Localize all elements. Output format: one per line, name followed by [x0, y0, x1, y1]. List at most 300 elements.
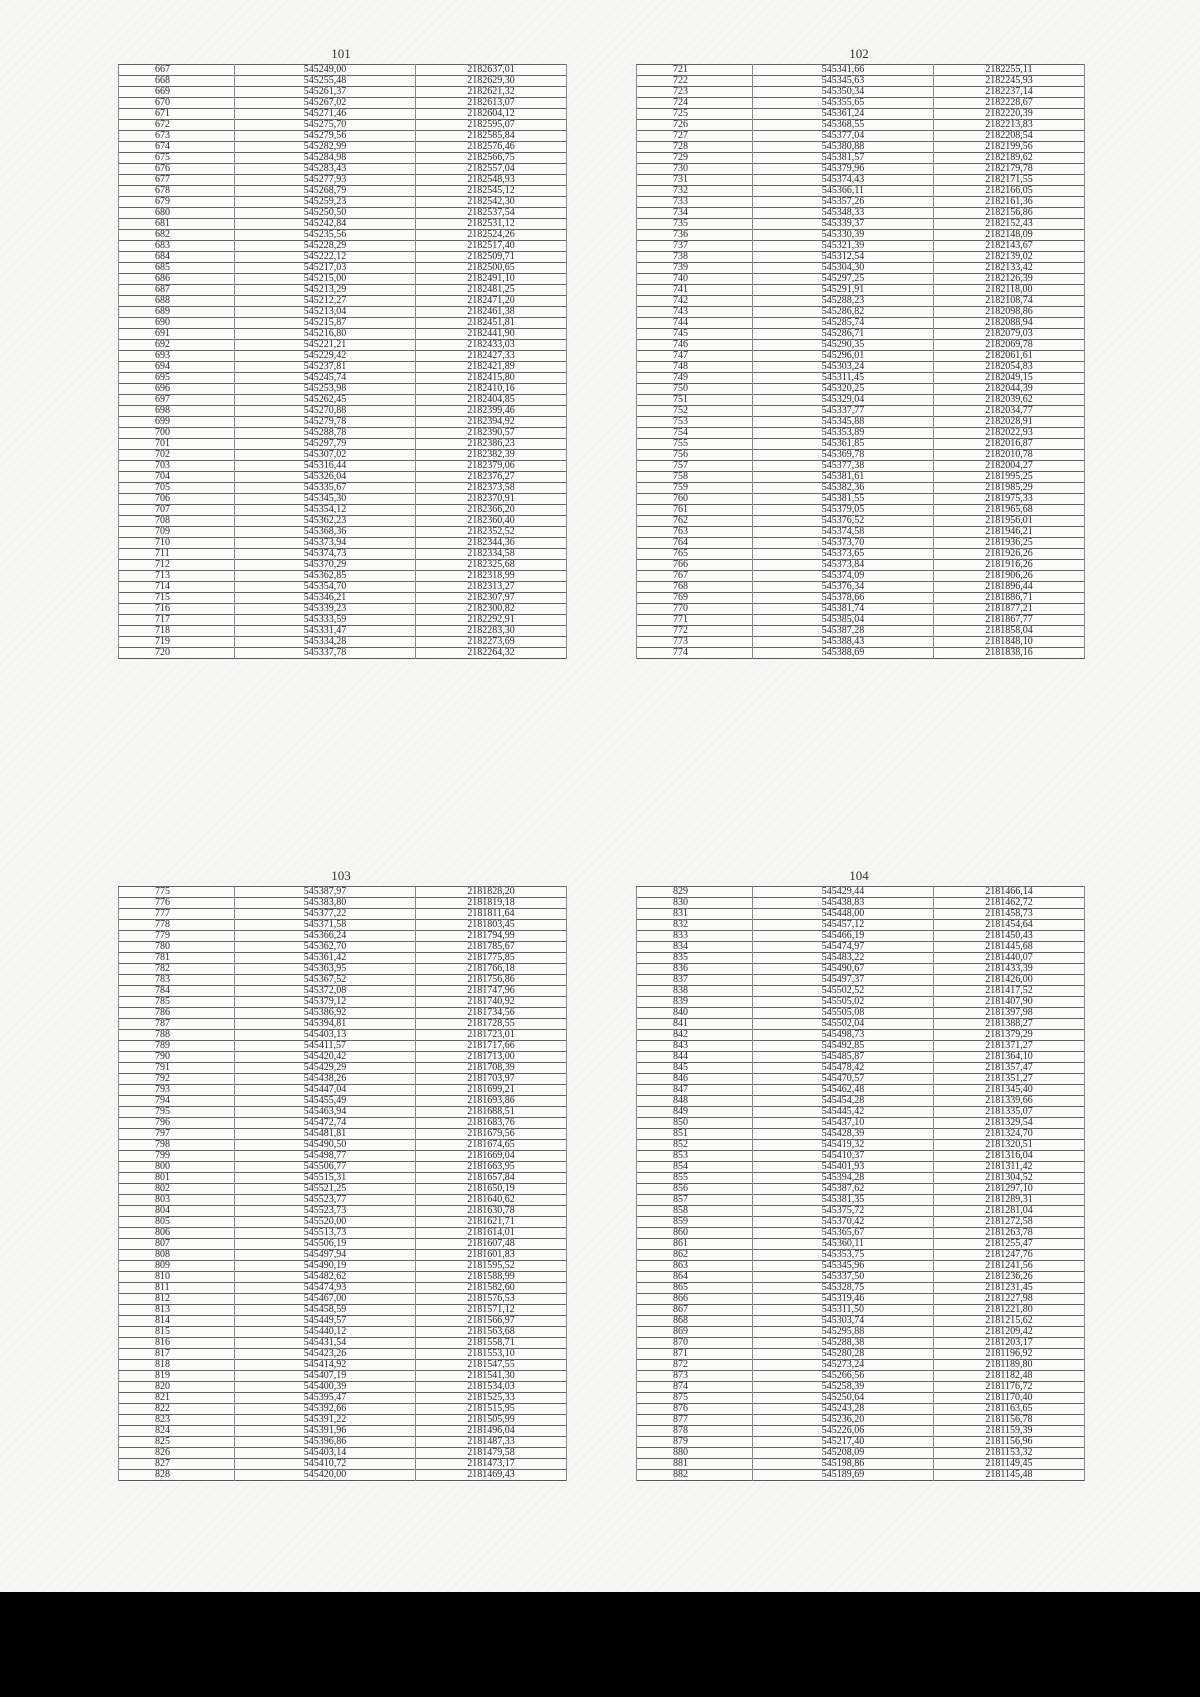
point-number-cell: 770	[637, 604, 753, 615]
scan-bottom-border	[0, 1592, 1200, 1697]
point-number-cell: 789	[119, 1041, 235, 1052]
point-number-cell: 677	[119, 175, 235, 186]
x-coordinate-cell: 545470,57	[753, 1074, 934, 1085]
y-coordinate-cell: 2181663,95	[416, 1162, 567, 1173]
point-number-cell: 680	[119, 208, 235, 219]
table-row	[637, 582, 1085, 593]
y-coordinate-cell: 2182386,23	[416, 439, 567, 450]
x-coordinate-cell: 545370,42	[753, 1217, 934, 1228]
table-row	[119, 1228, 567, 1239]
x-coordinate-cell: 545341,66	[753, 65, 934, 76]
y-coordinate-cell: 2181515,95	[416, 1404, 567, 1415]
table-row	[119, 197, 567, 208]
y-coordinate-cell: 2182108,74	[934, 296, 1085, 307]
y-coordinate-cell: 2182576,46	[416, 142, 567, 153]
y-coordinate-cell: 2181241,56	[934, 1261, 1085, 1272]
table-row	[119, 648, 567, 659]
x-coordinate-cell: 545213,29	[235, 285, 416, 296]
point-number-cell: 871	[637, 1349, 753, 1360]
y-coordinate-cell: 2181906,26	[934, 571, 1085, 582]
y-coordinate-cell: 2182318,99	[416, 571, 567, 582]
x-coordinate-cell: 545361,24	[753, 109, 934, 120]
x-coordinate-cell: 545375,72	[753, 1206, 934, 1217]
point-number-cell: 810	[119, 1272, 235, 1283]
y-coordinate-cell: 2182049,15	[934, 373, 1085, 384]
table-row	[637, 109, 1085, 120]
y-coordinate-cell: 2181693,86	[416, 1096, 567, 1107]
table-row	[119, 472, 567, 483]
point-number-cell: 873	[637, 1371, 753, 1382]
y-coordinate-cell: 2182542,30	[416, 197, 567, 208]
table-row	[119, 296, 567, 307]
y-coordinate-cell: 2181196,92	[934, 1349, 1085, 1360]
x-coordinate-cell: 545329,04	[753, 395, 934, 406]
y-coordinate-cell: 2182034,77	[934, 406, 1085, 417]
point-number-cell: 794	[119, 1096, 235, 1107]
x-coordinate-cell: 545321,39	[753, 241, 934, 252]
point-number-cell: 717	[119, 615, 235, 626]
x-coordinate-cell: 545490,67	[753, 964, 934, 975]
table-row	[119, 120, 567, 131]
point-number-cell: 791	[119, 1063, 235, 1074]
x-coordinate-cell: 545333,59	[235, 615, 416, 626]
x-coordinate-cell: 545348,33	[753, 208, 934, 219]
y-coordinate-cell: 2181469,43	[416, 1470, 567, 1481]
table-row	[119, 1085, 567, 1096]
point-number-cell: 715	[119, 593, 235, 604]
y-coordinate-cell: 2182126,39	[934, 274, 1085, 285]
table-row	[119, 1041, 567, 1052]
x-coordinate-cell: 545455,49	[235, 1096, 416, 1107]
point-number-cell: 807	[119, 1239, 235, 1250]
point-number-cell: 805	[119, 1217, 235, 1228]
x-coordinate-cell: 545284,98	[235, 153, 416, 164]
point-number-cell: 847	[637, 1085, 753, 1096]
y-coordinate-cell: 2182307,97	[416, 593, 567, 604]
x-coordinate-cell: 545286,71	[753, 329, 934, 340]
point-number-cell: 827	[119, 1459, 235, 1470]
point-number-cell: 704	[119, 472, 235, 483]
x-coordinate-cell: 545377,04	[753, 131, 934, 142]
table-row	[637, 1228, 1085, 1239]
table-row	[637, 1371, 1085, 1382]
table-row	[119, 1030, 567, 1041]
table-row	[119, 340, 567, 351]
table-row	[637, 604, 1085, 615]
point-number-cell: 858	[637, 1206, 753, 1217]
coordinate-table	[118, 886, 567, 1481]
x-coordinate-cell: 545387,97	[235, 887, 416, 898]
table-row	[637, 1206, 1085, 1217]
x-coordinate-cell: 545472,74	[235, 1118, 416, 1129]
y-coordinate-cell: 2181289,31	[934, 1195, 1085, 1206]
x-coordinate-cell: 545296,01	[753, 351, 934, 362]
x-coordinate-cell: 545189,69	[753, 1470, 934, 1481]
point-number-cell: 667	[119, 65, 235, 76]
x-coordinate-cell: 545339,37	[753, 219, 934, 230]
point-number-cell: 742	[637, 296, 753, 307]
y-coordinate-cell: 2182545,12	[416, 186, 567, 197]
x-coordinate-cell: 545282,99	[235, 142, 416, 153]
x-coordinate-cell: 545377,38	[753, 461, 934, 472]
point-number-cell: 681	[119, 219, 235, 230]
table-row	[119, 1008, 567, 1019]
point-number-cell: 759	[637, 483, 753, 494]
point-number-cell: 684	[119, 252, 235, 263]
table-row	[119, 604, 567, 615]
y-coordinate-cell: 2182566,75	[416, 153, 567, 164]
x-coordinate-cell: 545387,62	[753, 1184, 934, 1195]
coordinate-table	[636, 886, 1085, 1481]
x-coordinate-cell: 545394,81	[235, 1019, 416, 1030]
y-coordinate-cell: 2182613,07	[416, 98, 567, 109]
x-coordinate-cell: 545401,93	[753, 1162, 934, 1173]
coordinate-table	[118, 64, 567, 659]
table-row	[637, 241, 1085, 252]
y-coordinate-cell: 2181445,68	[934, 942, 1085, 953]
point-number-cell: 756	[637, 450, 753, 461]
y-coordinate-cell: 2181433,39	[934, 964, 1085, 975]
y-coordinate-cell: 2181886,71	[934, 593, 1085, 604]
y-coordinate-cell: 2181227,98	[934, 1294, 1085, 1305]
table-row	[637, 373, 1085, 384]
x-coordinate-cell: 545345,88	[753, 417, 934, 428]
y-coordinate-cell: 2182557,04	[416, 164, 567, 175]
y-coordinate-cell: 2182255,11	[934, 65, 1085, 76]
x-coordinate-cell: 545222,12	[235, 252, 416, 263]
y-coordinate-cell: 2182370,91	[416, 494, 567, 505]
point-number-cell: 853	[637, 1151, 753, 1162]
point-number-cell: 855	[637, 1173, 753, 1184]
point-number-cell: 738	[637, 252, 753, 263]
y-coordinate-cell: 2181621,71	[416, 1217, 567, 1228]
x-coordinate-cell: 545394,28	[753, 1173, 934, 1184]
point-number-cell: 696	[119, 384, 235, 395]
point-number-cell: 797	[119, 1129, 235, 1140]
point-number-cell: 833	[637, 931, 753, 942]
point-number-cell: 716	[119, 604, 235, 615]
table-row	[119, 538, 567, 549]
table-row	[119, 1371, 567, 1382]
table-row	[637, 975, 1085, 986]
point-number-cell: 879	[637, 1437, 753, 1448]
table-row	[637, 483, 1085, 494]
table-row	[119, 384, 567, 395]
table-row	[119, 1173, 567, 1184]
table-row	[637, 285, 1085, 296]
table-row	[637, 909, 1085, 920]
y-coordinate-cell: 2181156,96	[934, 1437, 1085, 1448]
point-number-cell: 841	[637, 1019, 753, 1030]
point-number-cell: 744	[637, 318, 753, 329]
point-number-cell: 735	[637, 219, 753, 230]
y-coordinate-cell: 2181985,29	[934, 483, 1085, 494]
table-row	[119, 942, 567, 953]
point-number-cell: 790	[119, 1052, 235, 1063]
x-coordinate-cell: 545337,77	[753, 406, 934, 417]
x-coordinate-cell: 545374,73	[235, 549, 416, 560]
y-coordinate-cell: 2181379,29	[934, 1030, 1085, 1041]
y-coordinate-cell: 2181828,20	[416, 887, 567, 898]
point-number-cell: 692	[119, 340, 235, 351]
point-number-cell: 695	[119, 373, 235, 384]
y-coordinate-cell: 2181657,84	[416, 1173, 567, 1184]
sheet-104	[636, 866, 1082, 1481]
table-row	[637, 1448, 1085, 1459]
y-coordinate-cell: 2182421,89	[416, 362, 567, 373]
y-coordinate-cell: 2181153,32	[934, 1448, 1085, 1459]
x-coordinate-cell: 545297,25	[753, 274, 934, 285]
point-number-cell: 861	[637, 1239, 753, 1250]
table-row	[637, 997, 1085, 1008]
x-coordinate-cell: 545490,19	[235, 1261, 416, 1272]
point-number-cell: 767	[637, 571, 753, 582]
x-coordinate-cell: 545215,00	[235, 274, 416, 285]
x-coordinate-cell: 545328,75	[753, 1283, 934, 1294]
y-coordinate-cell: 2182451,81	[416, 318, 567, 329]
x-coordinate-cell: 545334,28	[235, 637, 416, 648]
point-number-cell: 669	[119, 87, 235, 98]
y-coordinate-cell: 2181588,99	[416, 1272, 567, 1283]
y-coordinate-cell: 2181388,27	[934, 1019, 1085, 1030]
x-coordinate-cell: 545362,70	[235, 942, 416, 953]
y-coordinate-cell: 2182004,27	[934, 461, 1085, 472]
x-coordinate-cell: 545280,28	[753, 1349, 934, 1360]
table-row	[119, 1118, 567, 1129]
y-coordinate-cell: 2181858,04	[934, 626, 1085, 637]
table-row	[119, 1382, 567, 1393]
sheet-page-number: 104	[849, 868, 869, 883]
point-number-cell: 714	[119, 582, 235, 593]
x-coordinate-cell: 545288,38	[753, 1338, 934, 1349]
x-coordinate-cell: 545360,11	[753, 1239, 934, 1250]
point-number-cell: 774	[637, 648, 753, 659]
x-coordinate-cell: 545370,29	[235, 560, 416, 571]
y-coordinate-cell: 2181756,86	[416, 975, 567, 986]
y-coordinate-cell: 2181848,10	[934, 637, 1085, 648]
table-row	[119, 461, 567, 472]
y-coordinate-cell: 2181946,21	[934, 527, 1085, 538]
x-coordinate-cell: 545497,37	[753, 975, 934, 986]
point-number-cell: 809	[119, 1261, 235, 1272]
point-number-cell: 821	[119, 1393, 235, 1404]
table-row	[119, 887, 567, 898]
point-number-cell: 850	[637, 1118, 753, 1129]
table-row	[119, 1239, 567, 1250]
y-coordinate-cell: 2181811,64	[416, 909, 567, 920]
x-coordinate-cell: 545311,45	[753, 373, 934, 384]
table-row	[119, 626, 567, 637]
x-coordinate-cell: 545283,43	[235, 164, 416, 175]
x-coordinate-cell: 545350,34	[753, 87, 934, 98]
point-number-cell: 671	[119, 109, 235, 120]
table-row	[637, 953, 1085, 964]
y-coordinate-cell: 2182237,14	[934, 87, 1085, 98]
coordinate-table	[636, 64, 1085, 659]
point-number-cell: 748	[637, 362, 753, 373]
x-coordinate-cell: 545410,72	[235, 1459, 416, 1470]
y-coordinate-cell: 2181563,68	[416, 1327, 567, 1338]
x-coordinate-cell: 545429,29	[235, 1063, 416, 1074]
table-row	[637, 362, 1085, 373]
y-coordinate-cell: 2181163,65	[934, 1404, 1085, 1415]
point-number-cell: 803	[119, 1195, 235, 1206]
y-coordinate-cell: 2182313,27	[416, 582, 567, 593]
table-row	[637, 887, 1085, 898]
point-number-cell: 842	[637, 1030, 753, 1041]
y-coordinate-cell: 2182390,57	[416, 428, 567, 439]
point-number-cell: 864	[637, 1272, 753, 1283]
table-row	[637, 1415, 1085, 1426]
point-number-cell: 712	[119, 560, 235, 571]
y-coordinate-cell: 2182373,58	[416, 483, 567, 494]
table-row	[119, 164, 567, 175]
table-row	[119, 241, 567, 252]
x-coordinate-cell: 545454,28	[753, 1096, 934, 1107]
x-coordinate-cell: 545388,69	[753, 648, 934, 659]
point-number-cell: 708	[119, 516, 235, 527]
x-coordinate-cell: 545392,66	[235, 1404, 416, 1415]
table-row	[637, 1305, 1085, 1316]
point-number-cell: 793	[119, 1085, 235, 1096]
table-row	[119, 65, 567, 76]
point-number-cell: 710	[119, 538, 235, 549]
table-row	[119, 1184, 567, 1195]
x-coordinate-cell: 545383,80	[235, 898, 416, 909]
x-coordinate-cell: 545423,26	[235, 1349, 416, 1360]
x-coordinate-cell: 545362,23	[235, 516, 416, 527]
point-number-cell: 743	[637, 307, 753, 318]
y-coordinate-cell: 2182461,38	[416, 307, 567, 318]
table-row	[637, 1019, 1085, 1030]
point-number-cell: 693	[119, 351, 235, 362]
table-row	[637, 472, 1085, 483]
x-coordinate-cell: 545354,70	[235, 582, 416, 593]
x-coordinate-cell: 545279,78	[235, 417, 416, 428]
table-row	[119, 964, 567, 975]
point-number-cell: 843	[637, 1041, 753, 1052]
x-coordinate-cell: 545368,36	[235, 527, 416, 538]
y-coordinate-cell: 2181345,40	[934, 1085, 1085, 1096]
table-row	[637, 1129, 1085, 1140]
sheet-101	[118, 44, 564, 659]
y-coordinate-cell: 2182441,90	[416, 329, 567, 340]
x-coordinate-cell: 545255,48	[235, 76, 416, 87]
y-coordinate-cell: 2182161,36	[934, 197, 1085, 208]
point-number-cell: 804	[119, 1206, 235, 1217]
table-row	[637, 142, 1085, 153]
x-coordinate-cell: 545217,40	[753, 1437, 934, 1448]
y-coordinate-cell: 2182399,46	[416, 406, 567, 417]
y-coordinate-cell: 2182098,86	[934, 307, 1085, 318]
x-coordinate-cell: 545259,23	[235, 197, 416, 208]
point-number-cell: 726	[637, 120, 753, 131]
y-coordinate-cell: 2182410,16	[416, 384, 567, 395]
point-number-cell: 837	[637, 975, 753, 986]
x-coordinate-cell: 545381,57	[753, 153, 934, 164]
point-number-cell: 813	[119, 1305, 235, 1316]
y-coordinate-cell: 2181454,64	[934, 920, 1085, 931]
point-number-cell: 880	[637, 1448, 753, 1459]
y-coordinate-cell: 2181272,58	[934, 1217, 1085, 1228]
y-coordinate-cell: 2182382,39	[416, 450, 567, 461]
point-number-cell: 697	[119, 395, 235, 406]
table-row	[119, 560, 567, 571]
table-row	[119, 483, 567, 494]
point-number-cell: 851	[637, 1129, 753, 1140]
y-coordinate-cell: 2181956,01	[934, 516, 1085, 527]
y-coordinate-cell: 2182010,78	[934, 450, 1085, 461]
x-coordinate-cell: 545378,66	[753, 593, 934, 604]
y-coordinate-cell: 2181640,62	[416, 1195, 567, 1206]
y-coordinate-cell: 2181324,70	[934, 1129, 1085, 1140]
x-coordinate-cell: 545379,05	[753, 505, 934, 516]
x-coordinate-cell: 545407,19	[235, 1371, 416, 1382]
y-coordinate-cell: 2182133,42	[934, 263, 1085, 274]
x-coordinate-cell: 545419,32	[753, 1140, 934, 1151]
x-coordinate-cell: 545353,75	[753, 1250, 934, 1261]
x-coordinate-cell: 545373,65	[753, 549, 934, 560]
point-number-cell: 865	[637, 1283, 753, 1294]
y-coordinate-cell: 2181304,52	[934, 1173, 1085, 1184]
point-number-cell: 688	[119, 296, 235, 307]
point-number-cell: 682	[119, 230, 235, 241]
table-row	[637, 637, 1085, 648]
table-row	[637, 1393, 1085, 1404]
y-coordinate-cell: 2182394,92	[416, 417, 567, 428]
table-row	[637, 898, 1085, 909]
x-coordinate-cell: 545237,81	[235, 362, 416, 373]
x-coordinate-cell: 545303,24	[753, 362, 934, 373]
table-row	[119, 1404, 567, 1415]
y-coordinate-cell: 2181351,27	[934, 1074, 1085, 1085]
x-coordinate-cell: 545438,26	[235, 1074, 416, 1085]
x-coordinate-cell: 545521,25	[235, 1184, 416, 1195]
point-number-cell: 819	[119, 1371, 235, 1382]
point-number-cell: 814	[119, 1316, 235, 1327]
y-coordinate-cell: 2181747,96	[416, 986, 567, 997]
y-coordinate-cell: 2182022,93	[934, 428, 1085, 439]
table-row	[119, 997, 567, 1008]
y-coordinate-cell: 2181397,98	[934, 1008, 1085, 1019]
table-row	[637, 538, 1085, 549]
point-number-cell: 760	[637, 494, 753, 505]
table-row	[119, 329, 567, 340]
x-coordinate-cell: 545245,74	[235, 373, 416, 384]
x-coordinate-cell: 545229,42	[235, 351, 416, 362]
y-coordinate-cell: 2181734,56	[416, 1008, 567, 1019]
y-coordinate-cell: 2181170,40	[934, 1393, 1085, 1404]
x-coordinate-cell: 545428,39	[753, 1129, 934, 1140]
y-coordinate-cell: 2182300,82	[416, 604, 567, 615]
table-row	[637, 1030, 1085, 1041]
x-coordinate-cell: 545303,74	[753, 1316, 934, 1327]
y-coordinate-cell: 2182016,87	[934, 439, 1085, 450]
x-coordinate-cell: 545429,44	[753, 887, 934, 898]
point-number-cell: 824	[119, 1426, 235, 1437]
x-coordinate-cell: 545381,55	[753, 494, 934, 505]
table-row	[119, 1107, 567, 1118]
x-coordinate-cell: 545212,27	[235, 296, 416, 307]
x-coordinate-cell: 545371,58	[235, 920, 416, 931]
x-coordinate-cell: 545339,23	[235, 604, 416, 615]
point-number-cell: 720	[119, 648, 235, 659]
table-row	[119, 109, 567, 120]
y-coordinate-cell: 2181740,92	[416, 997, 567, 1008]
table-row	[637, 175, 1085, 186]
table-row	[637, 1338, 1085, 1349]
x-coordinate-cell: 545445,42	[753, 1107, 934, 1118]
